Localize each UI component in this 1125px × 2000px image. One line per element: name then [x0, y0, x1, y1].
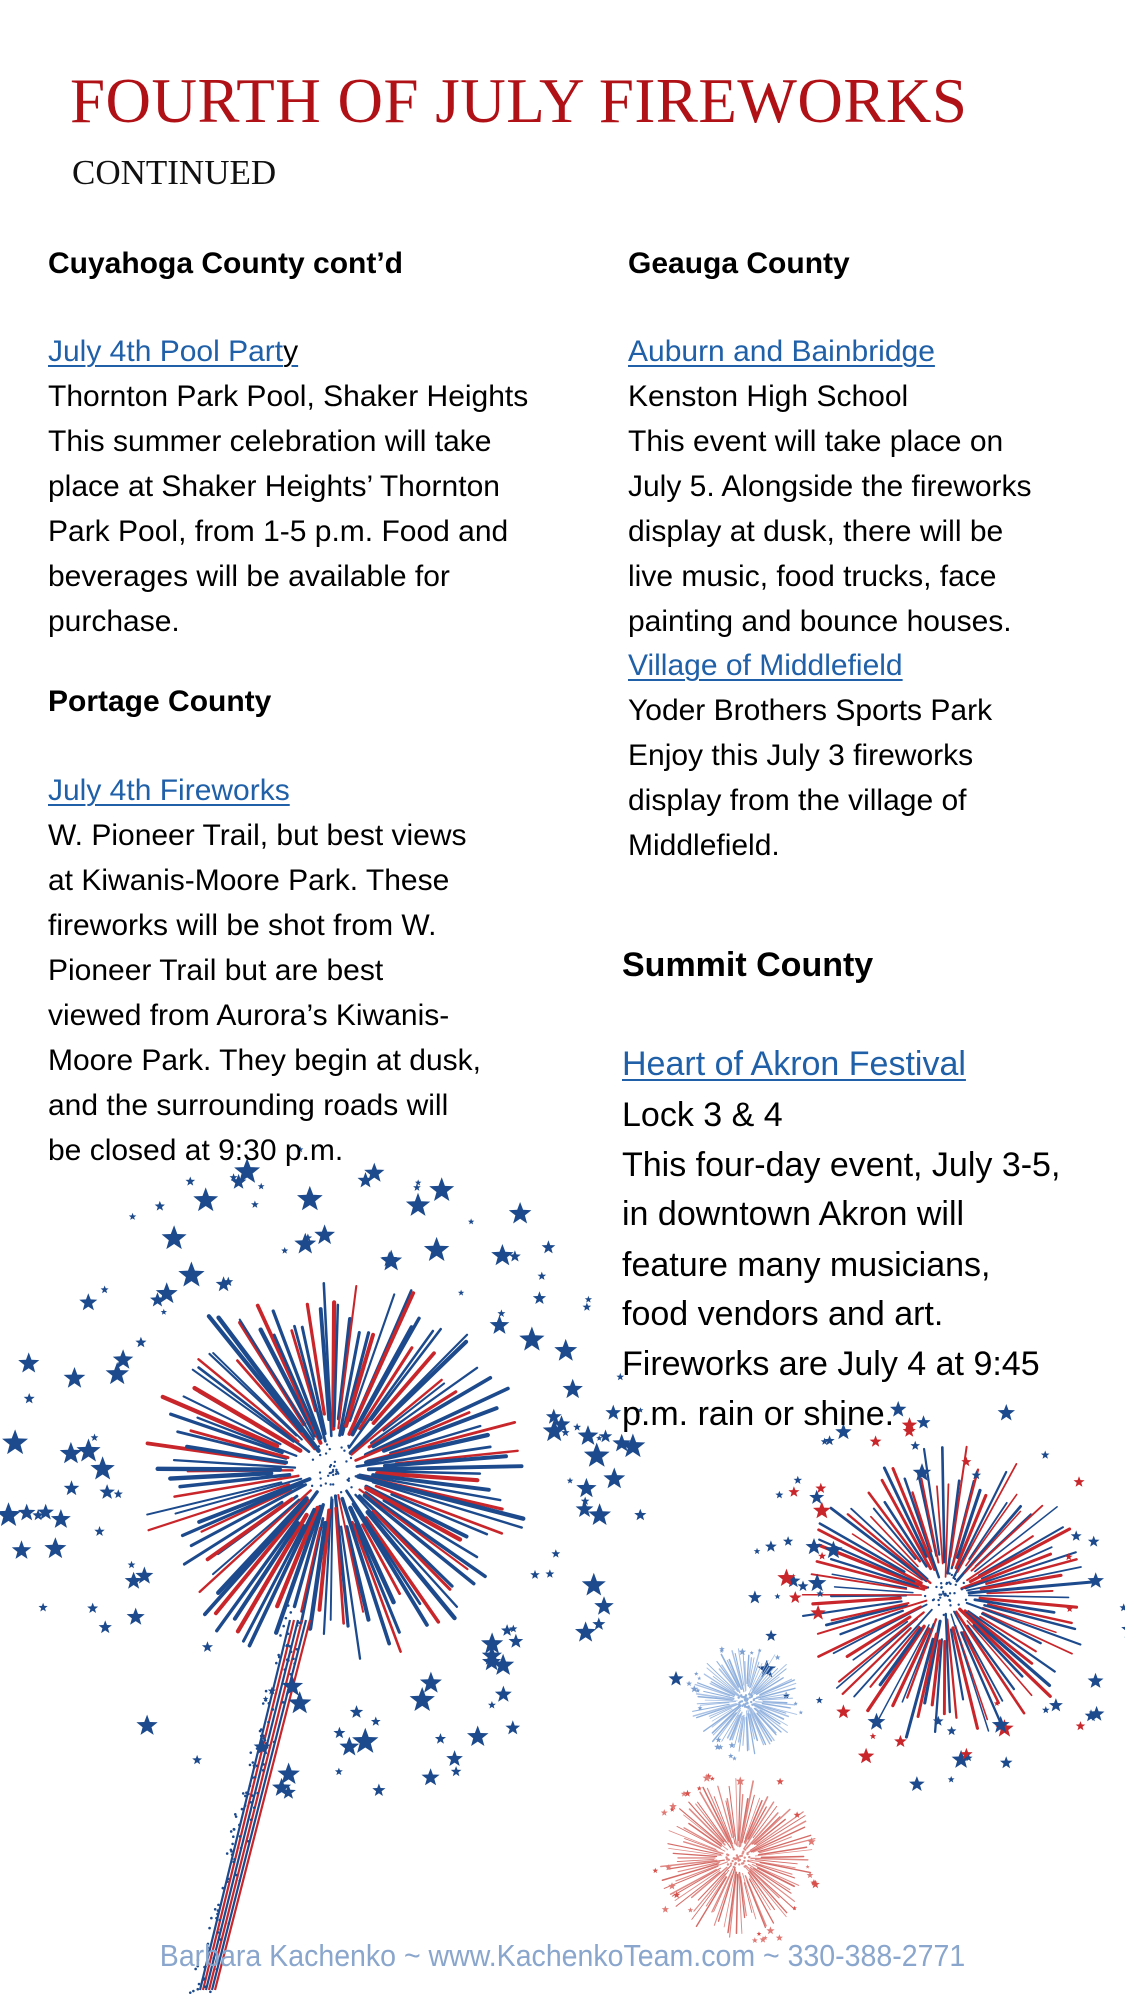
- event-text-line: and the surrounding roads will: [48, 1089, 449, 1122]
- event-text-line: feature many musicians,: [622, 1246, 991, 1284]
- section-heading-portage: Portage County: [48, 685, 272, 718]
- event-link-pool-party[interactable]: [48, 337, 298, 367]
- event-text-line: This summer celebration will take: [48, 425, 492, 458]
- section-heading-summit: Summit County: [622, 946, 874, 984]
- event-link-auburn-bainbridge[interactable]: Auburn and Bainbridge: [628, 335, 935, 368]
- event-text-line: Park Pool, from 1-5 p.m. Food and: [48, 515, 509, 548]
- event-text-line: be closed at 9:30 p.m.: [48, 1134, 344, 1167]
- event-link-july-4th-fireworks[interactable]: July 4th Fireworks: [48, 774, 290, 807]
- section-heading-geauga: Geauga County: [628, 247, 850, 280]
- event-text-line: live music, food trucks, face: [628, 560, 997, 593]
- event-text-line: This four-day event, July 3-5,: [622, 1146, 1061, 1184]
- event-text-line: Thornton Park Pool, Shaker Heights: [48, 380, 529, 413]
- event-text-line: in downtown Akron will: [622, 1195, 965, 1233]
- firework-burst-faint-red-icon: [653, 1773, 820, 1943]
- page-subtitle: CONTINUED: [72, 153, 277, 192]
- section-heading-cuyahoga: Cuyahoga County cont’d: [48, 247, 403, 280]
- footer-contact: Barbara Kachenko ~ www.KachenkoTeam.com ~ 330-388-2771: [159, 1938, 966, 1973]
- firework-burst-lightblue-icon: [668, 1646, 803, 1760]
- firework-burst-large-icon: [147, 1283, 523, 1658]
- event-text-line: Fireworks are July 4 at 9:45: [622, 1345, 1040, 1383]
- event-text-line: This event will take place on: [628, 425, 1004, 458]
- event-link-heart-of-akron[interactable]: Heart of Akron Festival: [622, 1045, 966, 1083]
- event-text-line: purchase.: [48, 605, 180, 638]
- event-text-line: beverages will be available for: [48, 560, 450, 593]
- star-icon-cluster: [0, 1146, 646, 1799]
- event-link-village-middlefield[interactable]: Village of Middlefield: [628, 649, 903, 682]
- event-link-label: July 4th Pool Part: [48, 335, 284, 368]
- event-text-line: at Kiwanis-Moore Park. These: [48, 864, 450, 897]
- event-link-tail: y: [283, 335, 299, 368]
- event-text-line: p.m. rain or shine.: [622, 1395, 895, 1433]
- event-text-line: fireworks will be shot from W.: [48, 909, 437, 942]
- event-text-line: Pioneer Trail but are best: [48, 954, 384, 987]
- event-text-line: Middlefield.: [628, 829, 780, 862]
- event-text-line: Lock 3 & 4: [622, 1096, 783, 1134]
- event-text-line: Enjoy this July 3 fireworks: [628, 739, 974, 772]
- event-text-line: painting and bounce houses.: [628, 605, 1012, 638]
- event-text-line: W. Pioneer Trail, but best views: [48, 819, 467, 852]
- event-text-line: Yoder Brothers Sports Park: [628, 694, 993, 727]
- event-text-line: viewed from Aurora’s Kiwanis-: [48, 999, 450, 1032]
- event-text-line: July 5. Alongside the fireworks: [628, 470, 1032, 503]
- event-text-line: Moore Park. They begin at dusk,: [48, 1044, 482, 1077]
- event-text-line: place at Shaker Heights’ Thornton: [48, 470, 500, 503]
- page-title: FOURTH OF JULY FIREWORKS: [70, 66, 968, 136]
- event-text-line: display at dusk, there will be: [628, 515, 1004, 548]
- firework-trail-icon: [189, 1604, 310, 1994]
- event-text-line: Kenston High School: [628, 380, 909, 413]
- event-text-line: food vendors and art.: [622, 1295, 944, 1333]
- firework-burst-right-icon: [748, 1401, 1125, 1791]
- event-text-line: display from the village of: [628, 784, 967, 817]
